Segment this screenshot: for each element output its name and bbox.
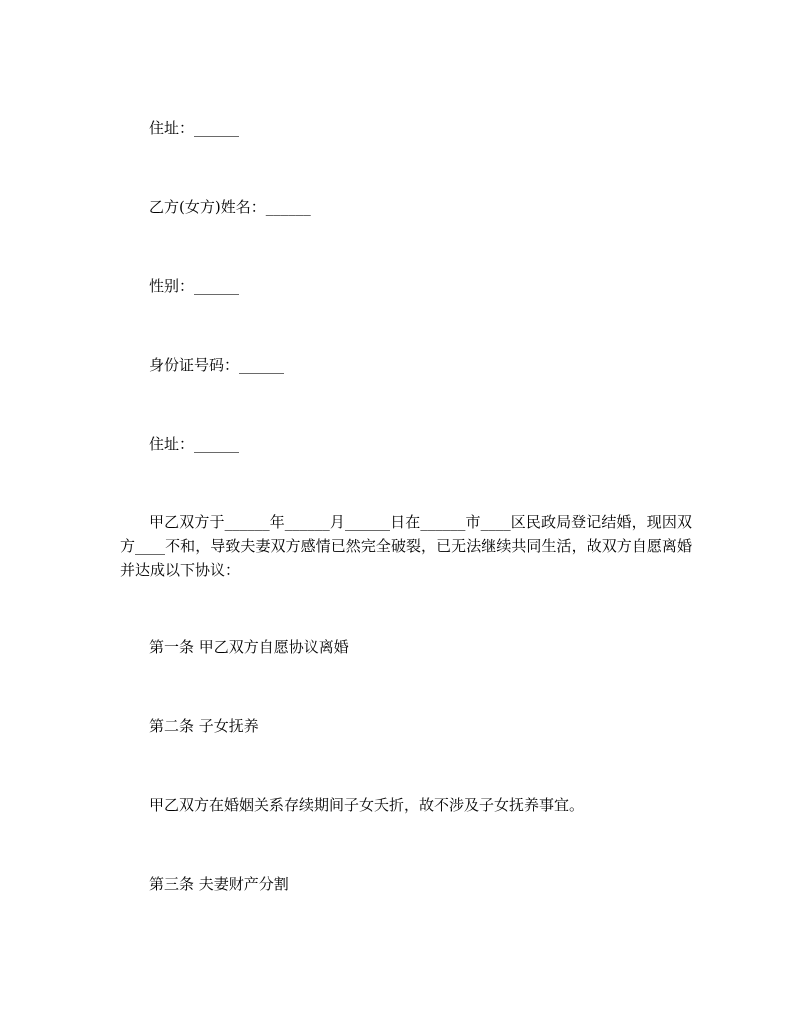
article-2-body: 甲乙双方在婚姻关系存续期间子女夭折，故不涉及子女抚养事宜。 (149, 796, 585, 814)
id-number-field: 身份证号码：______ (149, 356, 285, 374)
gender-field: 性别：______ (149, 277, 240, 295)
party-b-name-field: 乙方(女方)姓名：______ (149, 198, 311, 216)
article-1-title: 第一条 甲乙双方自愿协议离婚 (149, 638, 349, 656)
address-field-2: 住址：______ (149, 435, 240, 453)
address-field-1: 住址：______ (149, 119, 240, 137)
article-3-title: 第三条 夫妻财产分割 (149, 875, 289, 893)
article-2-title: 第二条 子女抚养 (149, 717, 259, 735)
intro-paragraph: 甲乙双方于______年______月______日在______市____区民政局登记结婚，现因双方____不和，导致夫妻双方感情已然完全破裂，已无法继续共同生活，故双方自愿离婚并达成以下协议： (120, 513, 692, 579)
